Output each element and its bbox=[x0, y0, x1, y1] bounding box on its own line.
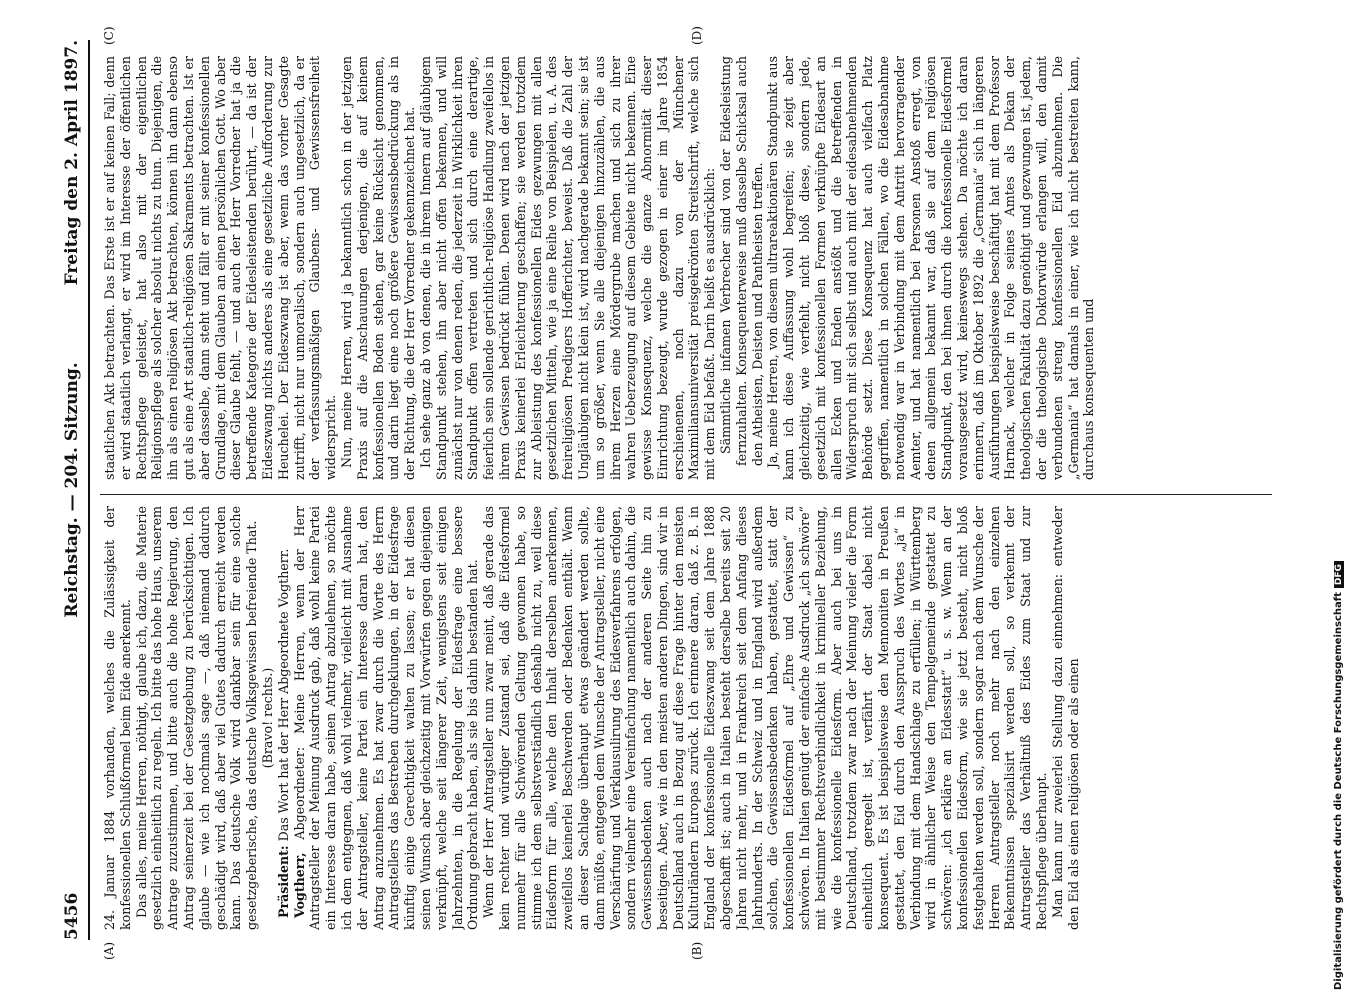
session-title: Reichstag. — 204. Sitzung. bbox=[62, 362, 82, 618]
paragraph: Man kann nur zweierlei Stellung dazu einnehmen: entweder den Eid als einen religiösen oder als einen bbox=[1049, 506, 1081, 930]
speech-paragraph bbox=[276, 506, 292, 930]
funding-credit bbox=[1333, 0, 1349, 990]
speech-text: Das Wort hat der Herr Abgeordnete Vogtherr. bbox=[275, 548, 291, 842]
margin-marker-d: (D) bbox=[690, 26, 704, 45]
paragraph: 24. Januar 1884 vorhanden, welches die Zulässigkeit der konfessionellen Schlußformel beim Eide anerkennt. bbox=[102, 506, 133, 930]
dfg-logo: DFG bbox=[1334, 561, 1344, 588]
running-header bbox=[58, 40, 90, 940]
speaker-name: Präsident: bbox=[275, 845, 291, 918]
session-date: Freitag den 2. April 1897. bbox=[62, 40, 82, 286]
credit-text: Digitalisierung gefördert durch die Deutsche Forschungsgemeinschaft bbox=[1333, 592, 1344, 990]
speech-text: Abgeordneter: Meine Herren, wenn der Herr Antragsteller der Meinung Ausdruck gab, daß wohl keine Partei ein Interesse daran habe, seinen Antrag abzulehnen, so möchte ich dem entgegnen, daß wohl vielmehr, vielleicht mit Ausnahme der Antragsteller, keine Partei ein Interesse daran hat, den Antrag anzunehmen. Es hat zwar durch die Worte des Herrn Antragstellers das Bestreben durchgeklungen, in der Eidesfrage künftig einige Gerechtigkeit walten zu lassen; er hat diesen seinen Wunsch aber gleichzeitig mit Vorwürfen gegen diejenigen verknüpft, welche seit längerer Zeit, wenigstens seit einigen Jahrzehnten, in die Regelung der Eidesfrage eine bessere Ordnung gebracht haben, als sie bis dahin bestanden hat. bbox=[291, 506, 481, 930]
margin-marker-c: (C) bbox=[102, 26, 116, 45]
applause-note: (Bravo! rechts.) bbox=[259, 667, 275, 769]
column-divider bbox=[100, 494, 1272, 495]
margin-marker-b: (B) bbox=[690, 941, 704, 960]
left-column bbox=[102, 506, 1272, 930]
paragraph: Ja, meine Herren, von diesem ultrareaktionären Standpunkt aus kann ich diese Auffassung wohl begreifen; sie zeigt aber gleichzeitig, wie verfehlt, nicht bloß diese, sondern jede, gesetzlich mit konfessionellen Formen verknüpfte Eidesart an allen Ecken und Enden anstößt und die Betreffenden in Widerspruch mit sich selbst und auch mit der eidesabnehmenden Behörde setzt. Diese Konsequenz hat auch vielfach Platz gegriffen, namentlich in solchen Fällen, wo die Eidesabnahme notwendig war in Verbindung mit dem Antritt hervorragender Aemter, und hat namentlich bei Personen Anstoß erregt, von denen allgemein bekannt war, daß sie auf dem religiösen Standpunkt, den bei ihnen durch die konfessionelle Eidesformel vorausgesetzt wird, keineswegs stehen. Da möchte ich daran erinnern, daß im Oktober 1892 die „Germania“ sich in längeren Ausführungen beispielsweise beschäftigt hat mit dem Professor Harnack, welcher in Folge seines Amtes als Dekan der theologischen Fakultät dazu genöthigt und gezwungen ist, jedem, der die theologische Doktorwürde erlangen will, den damit verbundenen streng konfessionellen Eid abzunehmen. Die „Germania“ hat damals in einer, wie ich nicht bestreiten kann, durchaus konsequenten und bbox=[765, 56, 1097, 480]
page-number: 5456 bbox=[62, 892, 82, 940]
paragraph: Nun, meine Herren, wird ja bekanntlich schon in der jetzigen Praxis auf die Anschauungen derjenigen, die auf keinem konfessionellen Boden stehen, gar keine Rücksicht genommen, und darin liegt eine noch größere Gewissensbedrückung als in der Richtung, die der Herr Vorredner gekennzeichnet hat. bbox=[338, 56, 418, 480]
quotation: Sämmtliche infamen Verbrecher sind von der Eidesleistung fernzuhalten. Konsequenterweise muß dasselbe Schicksal auch den Atheisten, Deisten und Pantheisten treffen. bbox=[718, 56, 765, 466]
paragraph: Ich sehe ganz ab von denen, die in ihrem Innern auf gläubigem Standpunkt stehen, ihn aber nicht offen bekennen, und will zunächst nur von denen reden, die jederzeit in Wirklichkeit ihren Standpunkt offen vertreten und sich durch eine derartige, feierlich sein sollende gerichtlich-religiöse Handlung zweifellos in ihrem Gewissen bedrückt fühlen. Denen wird nach der jetzigen Praxis keinerlei Erleichterung geschaffen; sie werden trotzdem zur Ableistung des konfessionellen Eides gezwungen mit allen gesetzlichen Mitteln, wie ja eine Reihe von Beispielen, u. A. des freireligiösen Predigers Hofferichter, beweist. Daß die Zahl der Ungläubigen nicht klein ist, wird nachgerade bekannt sein; sie ist um so größer, wenn Sie alle diejenigen hinzuzählen, die aus ihrem Herzen eine Mördergrube machen und sich zu ihrer wahren Ueberzeugung auf diesem Gebiete nicht bekennen. Eine gewisse Konsequenz, welche die ganze Abnormität dieser Einrichtung bezeugt, wurde gezogen in einer im Jahre 1854 erschienenen, noch dazu von der Münchener Maximiliansuniversität preisgekrönten Streitschrift, welche sich mit dem Eid befaßt. Darin heißt es ausdrücklich: bbox=[417, 56, 718, 480]
speech-paragraph bbox=[292, 506, 482, 930]
speaker-name: Vogtherr, bbox=[291, 852, 307, 918]
margin-marker-a: (A) bbox=[102, 941, 116, 960]
right-column bbox=[102, 56, 1272, 480]
paragraph: staatlichen Akt betrachten. Das Erste ist er auf keinen Fall; denn er wird staatlich verlangt, er wird im Interesse der öffentlichen Rechtspflege geleistet, hat also mit der eigentlichen Religionspflege als solcher absolut nichts zu thun. Diejenigen, die ihn als einen religiösen Akt betrachten, können ihn dann ebenso gut als eine Art staatlich-religiösen Sakraments betrachten. Ist er aber dasselbe, dann steht und fällt er mit seiner konfessionellen Grundlage, mit dem Glauben an einen persönlichen Gott. Wo aber dieser Glaube fehlt, — und auch der Herr Vorredner hat ja die betreffende Kategorie der Eidesleistenden berührt, — da ist der Eideszwang nichts anderes als eine gesetzliche Aufforderung zur Heuchelei. Der Eideszwang ist aber, wenn das vorher Gesagte zutrifft, nicht nur unmoralisch, sondern auch ungesetzlich, da er der verfassungsmäßigen Glaubens- und Gewissensfreiheit widerspricht. bbox=[102, 56, 339, 480]
paragraph: Wenn der Herr Antragsteller nun zwar meint, daß gerade das kein rechter und würdiger Zustand sei, daß die Eidesformel nunmehr für alle Schwörenden Geltung gewonnen habe, so stimme ich dem selbstverständlich deshalb nicht zu, weil diese Eidesform für alle, welche den Inhalt derselben anerkennen, zweifellos keinerlei Beschwerden oder Bedenken enthält. Wenn an dieser Sachlage überhaupt etwas geändert werden sollte, dann müßte, entgegen dem Wunsche der Antragsteller, nicht eine Verschärfung und Verklausulirung des Eidesverfahrens erfolgen, sondern vielmehr eine Vereinfachung namentlich auch dahin, die Gewissensbedenken auch nach der anderen Seite hin zu beseitigen. Aber, wie in den meisten anderen Dingen, sind wir in Deutschland auch in Bezug auf diese Frage hinter den meisten Kulturländern Europas zurück. Ich erinnere daran, daß z. B. in England der konfessionelle Eideszwang seit dem Jahre 1888 abgeschafft ist; auch in Italien besteht derselbe bereits seit 20 Jahren nicht mehr, und in Frankreich seit dem Anfang dieses Jahrhunderts. In der Schweiz und in England wird außerdem solchen, die Gewissensbedenken haben, gestattet, statt der konfessionellen Eidesformel auf „Ehre und Gewissen“ zu schwören. In Italien genügt der einfache Ausdruck „ich schwöre“ mit bestimmter Rechtsverbindlichkeit in krimineller Beziehung, wie die konfessionelle Eidesform. Aber auch bei uns in Deutschland, trotzdem zwar nach der Meinung vieler die Form einheitlich geregelt ist, verfährt der Staat dabei nicht konsequent. Es ist beispielsweise den Mennoniten in Preußen gestattet, den Eid durch den Ausspruch des Wortes „ja“ in Verbindung mit dem Handschlage zu erfüllen; in Württemberg wird in ähnlicher Weise den Tempelgemeinde gestattet zu schwören: „ich erkläre an Eidesstatt“ u. s. w. Wenn an der konfessionellen Eidesform, wie sie jetzt besteht, nicht bloß festgehalten werden soll, sondern sogar nach dem Wunsche der Herren Antragsteller noch mehr nach den einzelnen Bekenntnissen spezialisirt werden soll, so verkennt der Antragsteller das Verhältniß des Eides zum Staat und zur Rechtspflege überhaupt. bbox=[481, 506, 1050, 930]
paragraph: Das alles, meine Herren, nöthigt, glaube ich, dazu, die Materie gesetzlich einheitlich zu regeln. Ich bitte das hohe Haus, unserem Antrage zuzustimmen, und bitte auch die hohe Regierung, den Antrag seinerzeit bei der Gesetzgebung zu berücksichtigen. Ich glaube — wie ich nochmals sage —, daß niemand dadurch geschädigt wird, daß aber viel Gutes dadurch erreicht werden kann. Das deutsche Volk wird dankbar sein für eine solche gesetzgeberische, das deutsche Volksgewissen befreiende That. bbox=[133, 506, 260, 930]
